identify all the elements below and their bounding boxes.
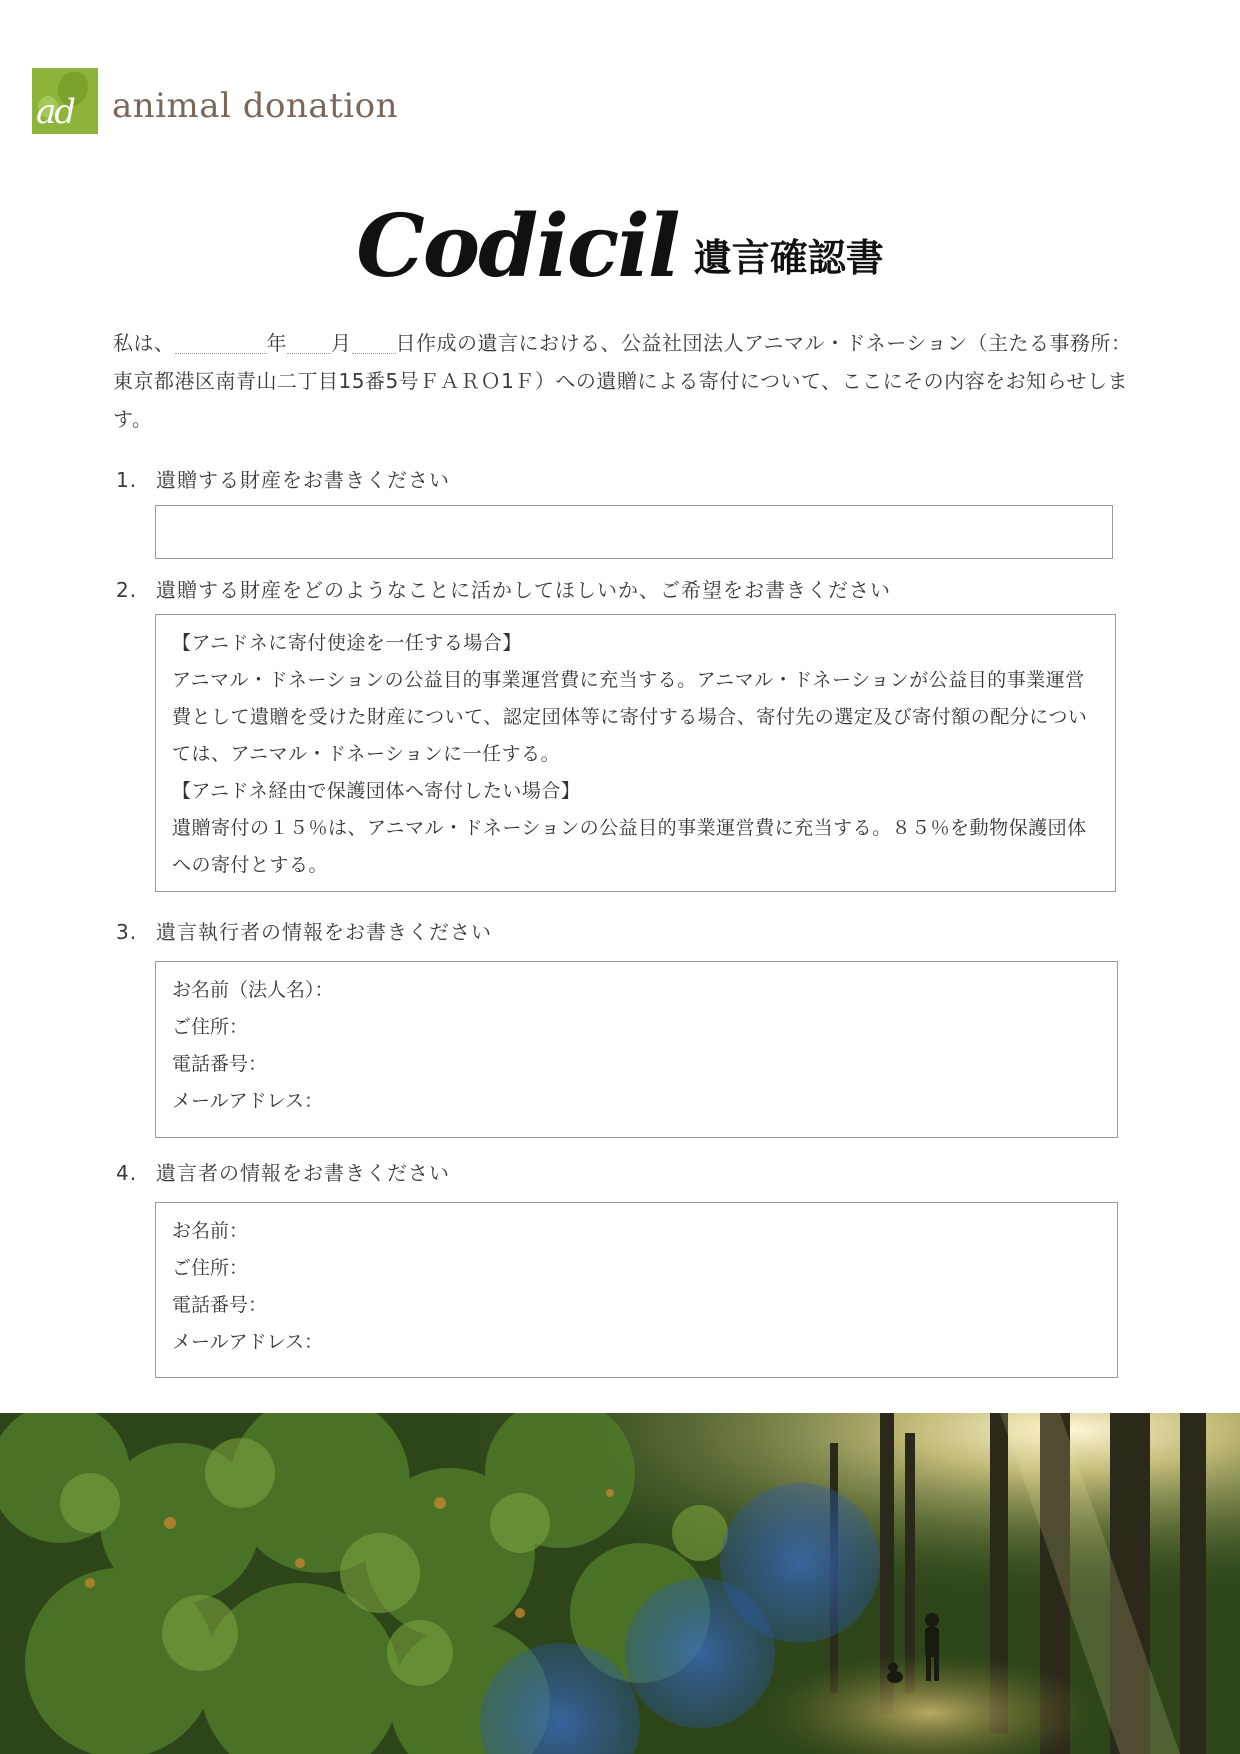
- section-label: 遺贈する財産をお書きください: [156, 468, 450, 492]
- option-text-1: アニマル・ドネーションの公益目的事業運営費に充当する。アニマル・ドネーションが公益目的事業運営費として遺贈を受けた財産について、認定団体等に寄付する場合、寄付先の選定及び寄付額の配分については、アニマル・ドネーションに一任する。: [172, 669, 1088, 765]
- executor-name-label: お名前（法人名）：: [172, 979, 334, 1001]
- logo-monogram: ad: [36, 92, 75, 132]
- testator-name-label: お名前：: [172, 1220, 249, 1242]
- logo-name: animal donation: [112, 86, 399, 126]
- executor-email-label: メールアドレス：: [172, 1090, 324, 1112]
- testator-phone-label: 電話番号：: [172, 1294, 268, 1316]
- year-blank[interactable]: [175, 331, 267, 354]
- option-text-2: 遺贈寄付の１５％は、アニマル・ドネーションの公益目的事業運営費に充当する。８５％を動物保護団体への寄付とする。: [172, 817, 1087, 876]
- intro-year: 年: [266, 331, 287, 355]
- intro-month: 月: [331, 331, 352, 355]
- intro-rest: 日作成の遺言における、公益社団法人アニマル・ドネーション（主たる事務所：東京都港区南青山二丁目15番5号ＦＡＲＯ1Ｆ）への遺贈による寄付について、ここにその内容をお知らせします。: [113, 331, 1132, 431]
- option-heading-1: 【アニドネに寄付使途を一任する場合】: [172, 632, 522, 654]
- usage-options-box: [155, 614, 1116, 892]
- section-3-heading: [116, 916, 492, 945]
- section-1-heading: [116, 464, 450, 493]
- testator-info-box[interactable]: [155, 1202, 1118, 1378]
- document-title: [0, 196, 1240, 297]
- month-blank[interactable]: [287, 331, 331, 354]
- section-number: 3.: [116, 920, 138, 944]
- title-script: Codicil: [356, 196, 679, 297]
- logo-mark: [32, 68, 98, 134]
- title-japanese: 遺言確認書: [693, 236, 884, 280]
- testator-address-label: ご住所：: [172, 1257, 249, 1279]
- section-2-heading: [116, 574, 891, 603]
- testator-email-label: メールアドレス：: [172, 1331, 324, 1353]
- executor-address-label: ご住所：: [172, 1016, 249, 1038]
- section-label: 遺言者の情報をお書きください: [156, 1161, 450, 1185]
- day-blank[interactable]: [352, 331, 396, 354]
- intro-paragraph: [113, 324, 1133, 438]
- executor-phone-label: 電話番号：: [172, 1053, 268, 1075]
- option-heading-2: 【アニドネ経由で保護団体へ寄付したい場合】: [172, 780, 581, 802]
- section-number: 2.: [116, 578, 138, 602]
- section-label: 遺言執行者の情報をお書きください: [156, 920, 492, 944]
- intro-prefix: 私は、: [113, 331, 175, 355]
- property-input-box[interactable]: [155, 505, 1113, 559]
- section-number: 4.: [116, 1161, 138, 1185]
- section-number: 1.: [116, 468, 138, 492]
- logo: [32, 68, 398, 134]
- forest-photo: [0, 1413, 1240, 1754]
- section-label: 遺贈する財産をどのようなことに活かしてほしいか、ご希望をお書きください: [156, 578, 891, 602]
- section-4-heading: [116, 1157, 450, 1186]
- executor-info-box[interactable]: [155, 961, 1118, 1138]
